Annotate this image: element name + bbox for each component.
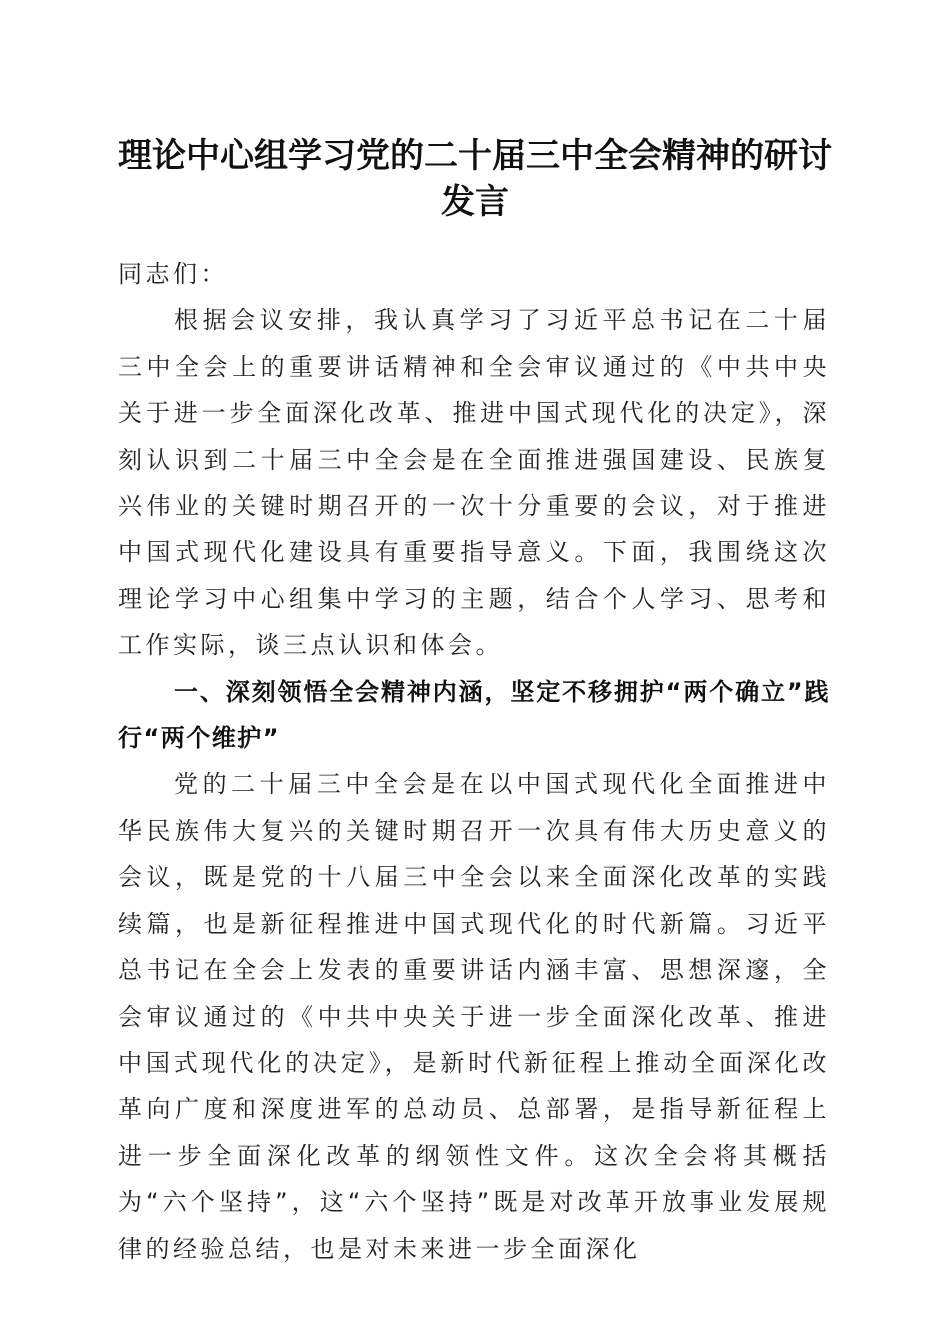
section-heading-1: 一、深刻领悟全会精神内涵，坚定不移拥护“两个确立”践行“两个维护”: [118, 677, 830, 753]
intro-paragraph: 根据会议安排，我认真学习了习近平总书记在二十届三中全会上的重要讲话精神和全会审议通过的《中共中央关于进一步全面深化改革、推进中国式现代化的决定》，深刻认识到二十届三中全会是在全面推进强国建设、民族复兴伟业的关键时期召开的一次十分重要的会议，对于推进中国式现代化建设具有重要指导意义。下面，我围绕这次理论学习中心组集中学习的主题，结合个人学习、思考和工作实际，谈三点认识和体会。: [118, 306, 830, 660]
document-title: 理论中心组学习党的二十届三中全会精神的研讨发言: [118, 136, 832, 222]
section-paragraph-1: 党的二十届三中全会是在以中国式现代化全面推进中华民族伟大复兴的关键时期召开一次具有伟大历史意义的会议，既是党的十八届三中全会以来全面深化改革的实践续篇，也是新征程推进中国式现代化的时代新篇。习近平总书记在全会上发表的重要讲话内涵丰富、思想深邃，全会审议通过的《中共中央关于进一步全面深化改革、推进中国式现代化的决定》，是新时代新征程上推动全面深化改革向广度和深度进军的总动员、总部署，是指导新征程上进一步全面深化改革的纲领性文件。这次全会将其概括为“六个坚持”，这“六个坚持”既是对改革开放事业发展规律的经验总结，也是对未来进一步全面深化: [118, 770, 830, 1263]
document-body: [118, 251, 830, 1272]
salutation: 同志们：: [118, 260, 228, 288]
